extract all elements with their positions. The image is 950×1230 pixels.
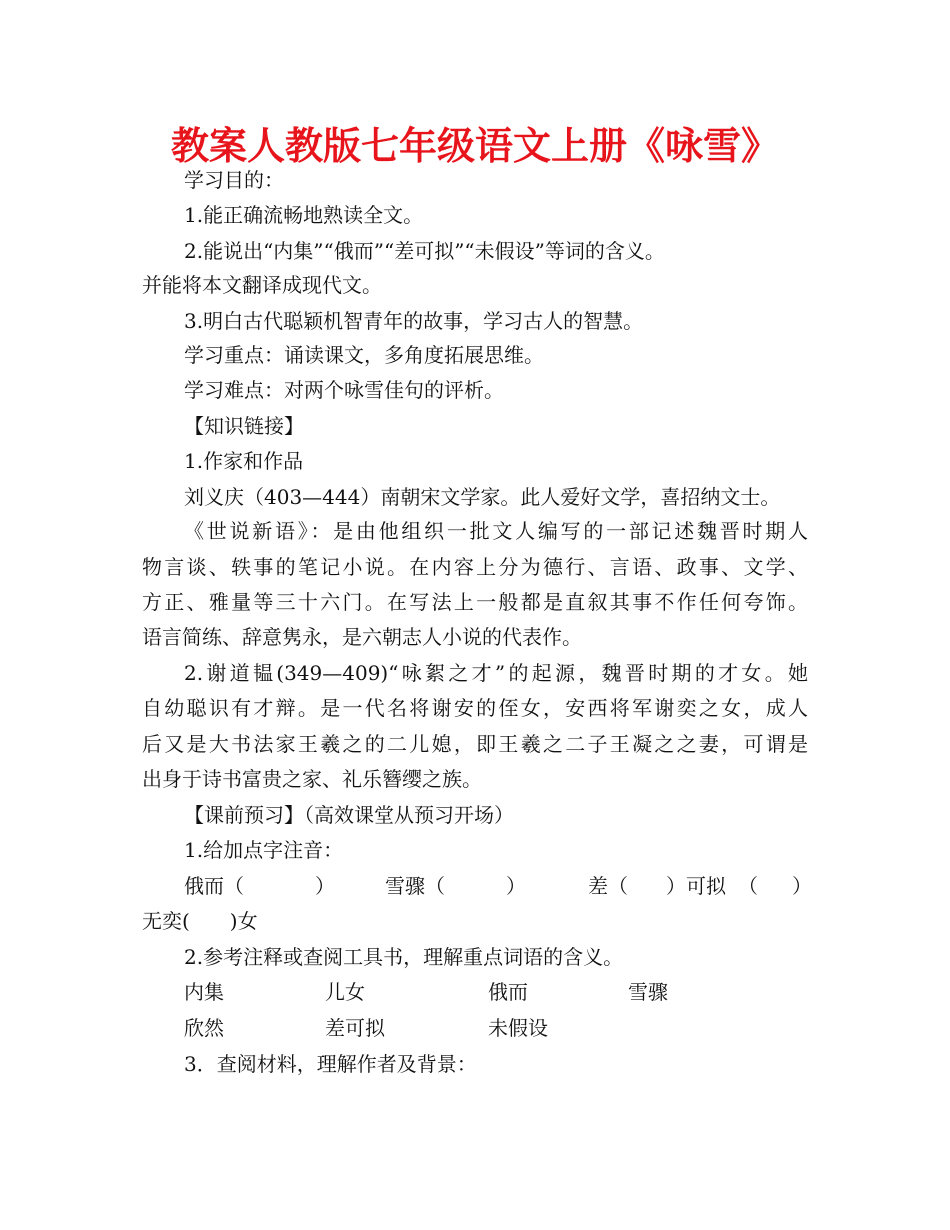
book-paragraph-line: 物言谈、轶事的笔记小说。在内容上分为德行、言语、政事、文学、	[142, 555, 808, 579]
pinyin-exercise-row-2: 无奕( )女	[142, 909, 258, 933]
book-paragraph-line: 语言简练、辞意隽永，是六朝志人小说的代表作。	[142, 625, 582, 649]
vocab-word: 俄而	[488, 980, 528, 1004]
vocab-word: 雪骤	[628, 980, 668, 1004]
knowledge-heading: 【知识链接】	[184, 414, 304, 438]
learning-focus: 学习重点：诵读课文，多角度拓展思维。	[184, 343, 544, 367]
vocab-word: 内集	[184, 980, 224, 1004]
book-paragraph-line: 《世说新语》：是由他组织一批文人编写的一部记述魏晋时期人	[184, 519, 808, 543]
objective-3: 3.明白古代聪颖机智青年的故事，学习古人的智慧。	[184, 309, 644, 333]
material-heading: 3．查阅材料，理解作者及背景：	[184, 1052, 477, 1076]
author-paragraph: 刘义庆（403—444）南朝宋文学家。此人爱好文学，喜招纳文士。	[184, 485, 781, 509]
objective-1: 1.能正确流畅地熟读全文。	[184, 203, 424, 227]
objectives-heading: 学习目的：	[184, 168, 284, 192]
author-heading: 1.作家和作品	[184, 449, 304, 473]
pinyin-blank-close: ）	[792, 874, 812, 898]
xie-paragraph-line: 出身于诗书富贵之家、礼乐簪缨之族。	[142, 767, 482, 791]
vocab-word: 未假设	[488, 1016, 548, 1040]
xie-paragraph-line: 自幼聪识有才辩。是一代名将谢安的侄女，安西将军谢奕之女，成人	[142, 696, 808, 720]
vocab-word: 欣然	[184, 1016, 224, 1040]
document-title: 教案人教版七年级语文上册《咏雪》	[170, 124, 779, 168]
preview-heading: 【课前预习】（高效课堂从预习开场）	[184, 803, 514, 827]
xie-paragraph-line: 2.谢道韫(349—409)“咏絮之才”的起源，魏晋时期的才女。她	[184, 661, 808, 685]
vocab-word: 儿女	[325, 980, 365, 1004]
book-paragraph-line: 方正、雅量等三十六门。在写法上一般都是直叙其事不作任何夸饰。	[142, 590, 808, 614]
pinyin-blank-open: （	[738, 874, 758, 898]
vocab-word: 差可拟	[325, 1016, 385, 1040]
pinyin-blank-close: ）	[506, 874, 526, 898]
pinyin-item: 差（	[588, 874, 628, 898]
learning-difficulty: 学习难点：对两个咏雪佳句的评析。	[184, 378, 504, 402]
objective-2: 2.能说出“内集”“俄而”“差可拟”“未假设”等词的含义。	[184, 239, 665, 263]
pinyin-item: 俄而（	[184, 874, 244, 898]
objective-2-continued: 并能将本文翻译成现代文。	[142, 273, 382, 297]
vocab-heading: 2.参考注释或查阅工具书，理解重点词语的含义。	[184, 945, 624, 969]
pinyin-blank-close: ）	[315, 874, 335, 898]
pinyin-heading: 1.给加点字注音：	[184, 838, 344, 862]
xie-paragraph-line: 后又是大书法家王羲之的二儿媳，即王羲之二子王凝之之妻，可谓是	[142, 732, 808, 756]
pinyin-item: ）可拟	[666, 874, 726, 898]
pinyin-item: 雪骤（	[385, 874, 445, 898]
